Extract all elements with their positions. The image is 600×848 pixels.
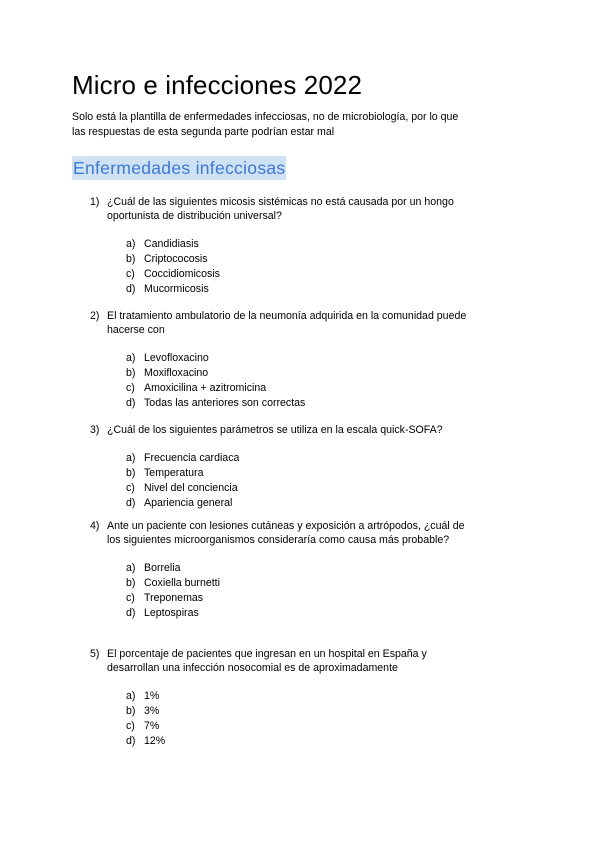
question-text: ¿Cuál de los siguientes parámetros se utiliza en la escala quick-SOFA?: [107, 424, 443, 436]
option-d: [90, 606, 470, 621]
option-letter: c): [126, 482, 135, 494]
option-a: [90, 451, 470, 466]
option-b: [90, 466, 470, 481]
option-text: Moxifloxacino: [144, 367, 209, 379]
option-text: 1%: [144, 690, 160, 702]
option-d: [90, 734, 470, 749]
option-letter: a): [126, 352, 136, 364]
option-text: Coccidiomicosis: [144, 268, 220, 280]
option-letter: b): [126, 705, 136, 717]
option-letter: d): [126, 607, 136, 619]
option-letter: d): [126, 397, 136, 409]
option-text: Candidiasis: [144, 238, 199, 250]
option-text: Frecuencia cardiaca: [144, 452, 240, 464]
option-list: [90, 451, 470, 511]
option-text: Coxiella burnetti: [144, 577, 220, 589]
option-a: [90, 351, 470, 366]
option-text: Levofloxacino: [144, 352, 209, 364]
option-text: Todas las anteriores son correctas: [144, 397, 306, 409]
option-list: [90, 351, 470, 411]
option-letter: b): [126, 467, 136, 479]
question-text: El tratamiento ambulatorio de la neumonía adquirida en la comunidad puede hacerse con: [107, 310, 467, 336]
option-letter: d): [126, 735, 136, 747]
option-letter: a): [126, 690, 136, 702]
option-text: Borrelia: [144, 562, 181, 574]
option-text: Amoxicilina + azitromicina: [144, 382, 267, 394]
option-text: 3%: [144, 705, 160, 717]
option-text: Treponemas: [144, 592, 204, 604]
option-letter: a): [126, 452, 136, 464]
question-4: [90, 519, 470, 621]
question-number: 2): [90, 310, 100, 322]
option-text: 12%: [144, 735, 166, 747]
option-a: [90, 561, 470, 576]
option-letter: d): [126, 497, 136, 509]
option-d: [90, 396, 470, 411]
question-5: [90, 647, 470, 749]
option-text: Leptospiras: [144, 607, 199, 619]
option-letter: d): [126, 283, 136, 295]
question-number: 4): [90, 520, 100, 532]
question-text: El porcentaje de pacientes que ingresan en un hospital en España y desarrollan una infección nosocomial es de aproximadamente: [107, 648, 427, 674]
intro-paragraph: Solo está la plantilla de enfermedades infecciosas, no de microbiología, por lo que las respuestas de esta segunda parte podrían estar mal: [72, 111, 459, 138]
option-list: [90, 237, 470, 297]
option-c: [90, 481, 470, 496]
option-a: [90, 689, 470, 704]
option-letter: c): [126, 268, 135, 280]
option-c: [90, 267, 470, 282]
page-title: Micro e infecciones 2022: [72, 70, 362, 100]
option-text: Mucormicosis: [144, 283, 209, 295]
option-b: [90, 366, 470, 381]
question-number: 1): [90, 196, 100, 208]
option-b: [90, 704, 470, 719]
option-text: Temperatura: [144, 467, 204, 479]
section-heading: Enfermedades infecciosas: [73, 158, 286, 178]
question-2: [90, 309, 470, 411]
option-text: 7%: [144, 720, 160, 732]
option-c: [90, 591, 470, 606]
option-text: Nivel del conciencia: [144, 482, 238, 494]
option-a: [90, 237, 470, 252]
option-d: [90, 282, 470, 297]
option-b: [90, 576, 470, 591]
question-text: Ante un paciente con lesiones cutáneas y exposición a artrópodos, ¿cuál de los siguientes microorganismos consideraría como causa más probable?: [107, 520, 465, 546]
option-d: [90, 496, 470, 511]
option-b: [90, 252, 470, 267]
option-letter: b): [126, 577, 136, 589]
option-letter: a): [126, 562, 136, 574]
question-3: [90, 423, 470, 511]
option-letter: b): [126, 253, 136, 265]
question-number: 5): [90, 648, 100, 660]
option-c: [90, 381, 470, 396]
option-c: [90, 719, 470, 734]
question-1: [90, 195, 470, 297]
option-letter: a): [126, 238, 136, 250]
option-letter: c): [126, 382, 135, 394]
question-text: ¿Cuál de las siguientes micosis sistémicas no está causada por un hongo oportunista de distribución universal?: [107, 196, 454, 222]
option-text: Apariencia general: [144, 497, 233, 509]
option-letter: c): [126, 592, 135, 604]
option-list: [90, 561, 470, 621]
question-number: 3): [90, 424, 100, 436]
option-list: [90, 689, 470, 749]
option-letter: c): [126, 720, 135, 732]
option-text: Criptococosis: [144, 253, 208, 265]
option-letter: b): [126, 367, 136, 379]
